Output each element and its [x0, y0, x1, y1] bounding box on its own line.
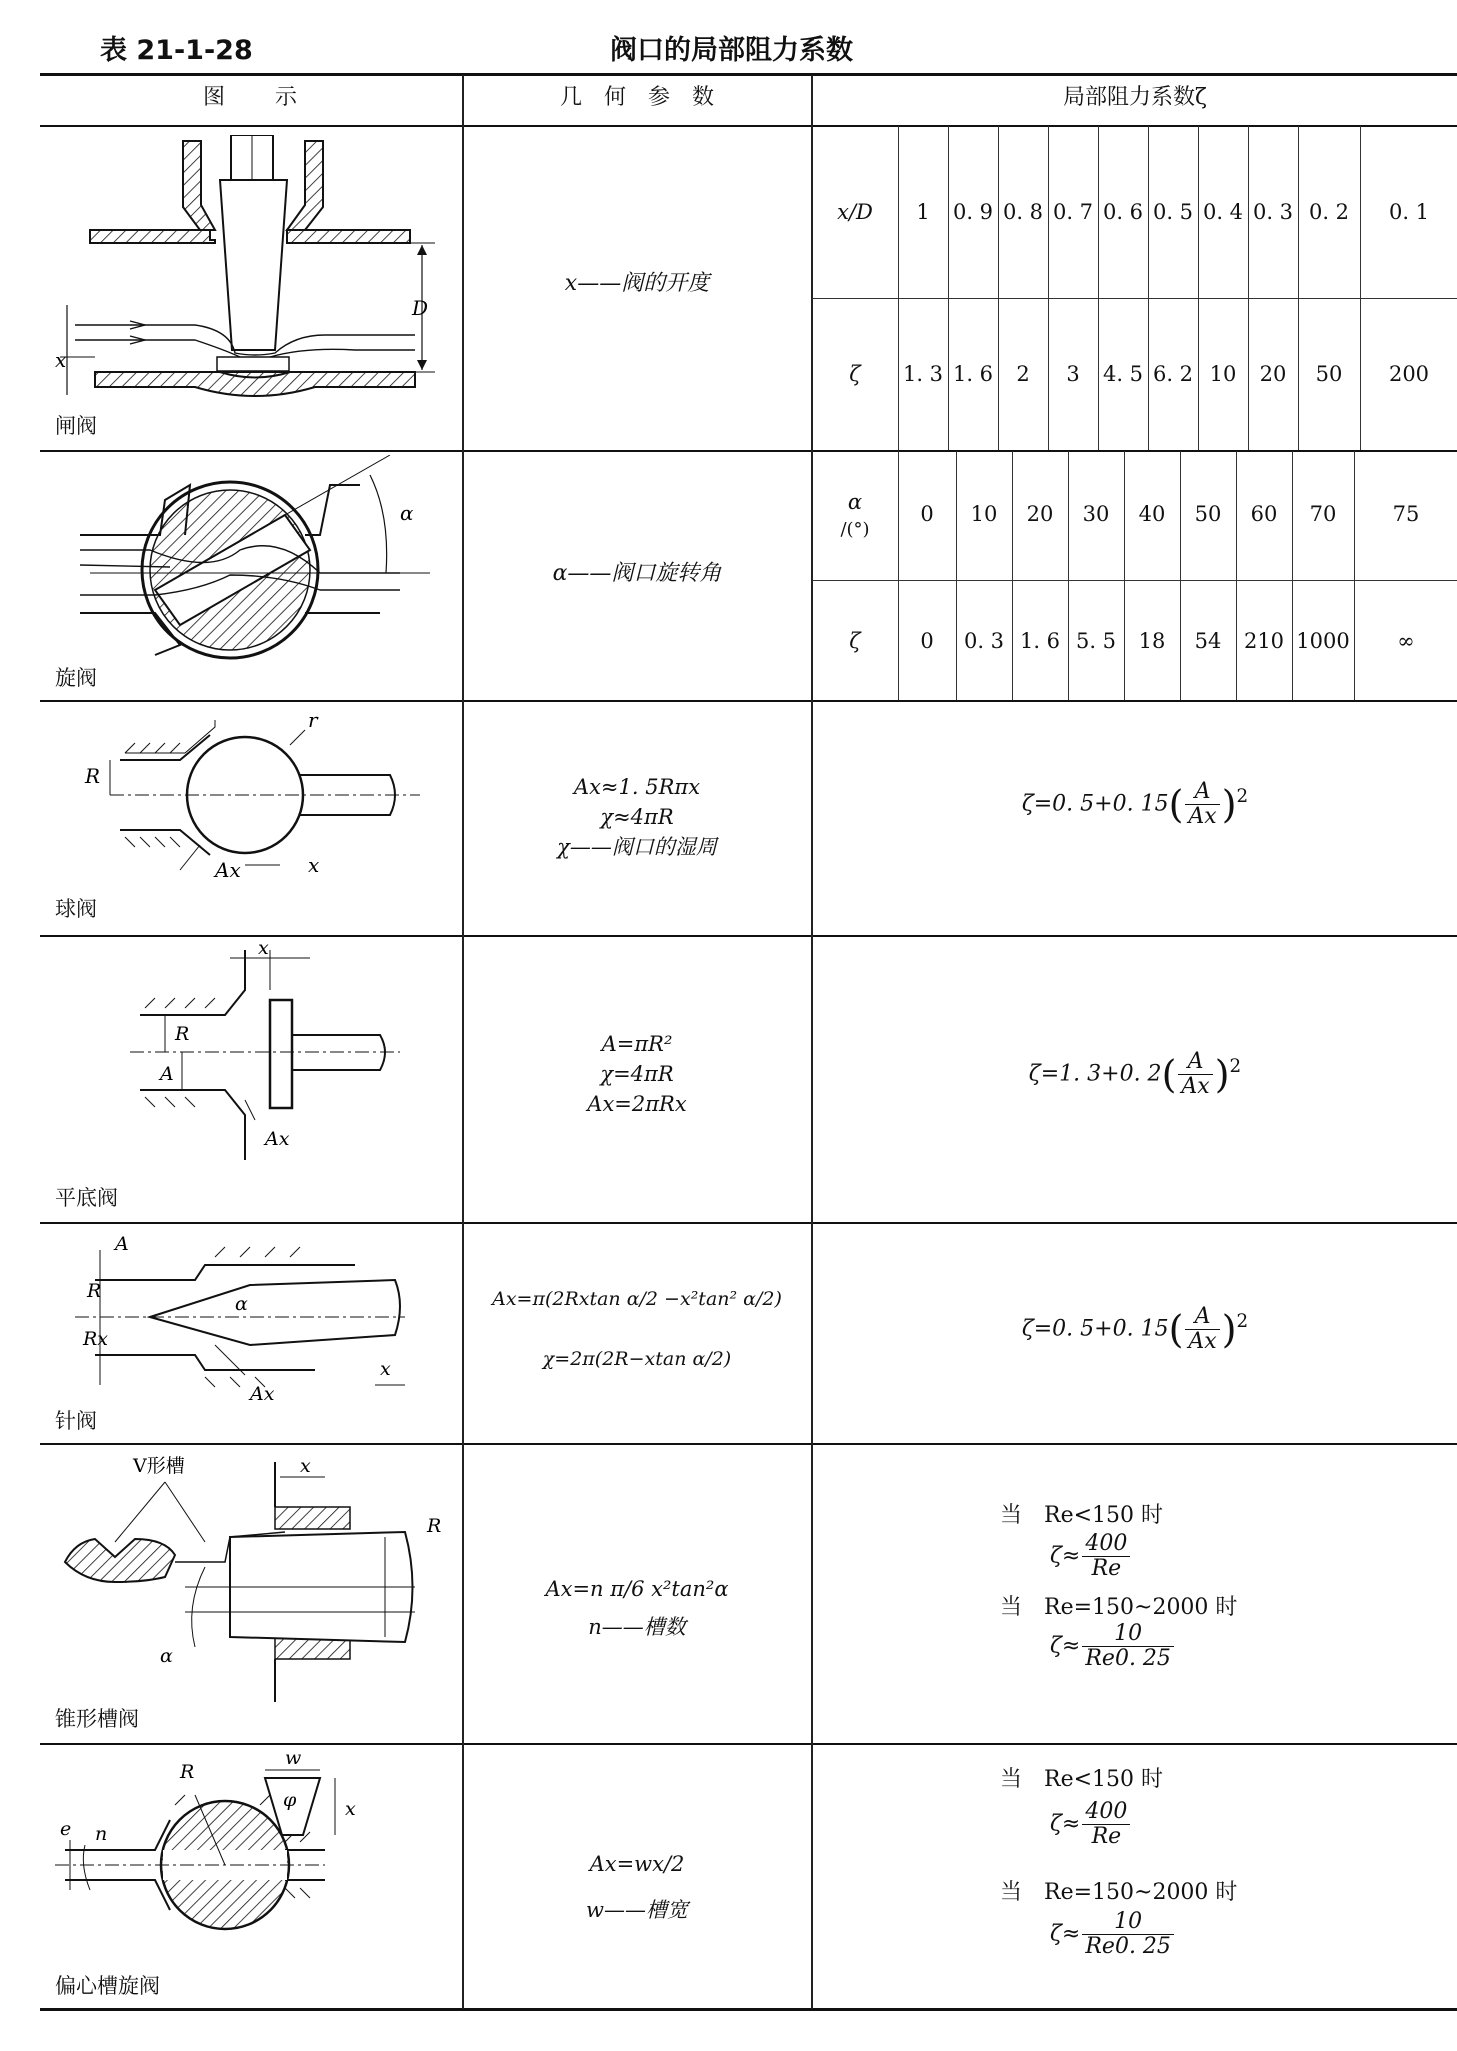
gate-xD-value: 0. 3 — [1252, 200, 1294, 224]
frac-denominator: Re — [1091, 1824, 1122, 1849]
plug-zeta-value: 0. 3 — [963, 629, 1005, 653]
top-rule — [40, 73, 1457, 76]
gate-zeta-value: 1. 3 — [902, 362, 944, 386]
gate-xD-value: 0. 2 — [1308, 200, 1350, 224]
needle-zeta-formula: ζ=0. 5+0. 15( $\frac{A}{Ax}$ )$^2$ — [1021, 1304, 1249, 1354]
ecc-R-label: R — [180, 1761, 195, 1783]
cone-x-label: x — [300, 1455, 311, 1477]
ball-r-label: r — [308, 708, 318, 732]
formula-prefix: ζ=1. 3+0. 2 — [1028, 1061, 1162, 1087]
bottom-rule — [40, 2008, 1457, 2011]
plug-alpha-value: 40 — [1138, 502, 1166, 526]
formula-prefix: ζ=0. 5+0. 15 — [1021, 791, 1169, 817]
ball-valve-diagram — [80, 705, 440, 899]
column-header-coefficient: 局部阻力系数ζ — [1063, 85, 1207, 110]
zeta-approx: ζ≈ — [1050, 1633, 1081, 1659]
ecc-w-label: w — [285, 1750, 302, 1769]
plug-alpha-unit: /(°) — [840, 519, 870, 540]
frac-numerator: A — [1185, 780, 1219, 805]
eccentric-valve-diagram — [55, 1750, 475, 1984]
plug-zeta-value: 1000 — [1296, 629, 1350, 653]
gate-geometry: x——阀的开度 — [564, 271, 710, 296]
gate-xD-value: 1 — [916, 200, 930, 224]
cone-condition-1: 当 Re<150 时 — [1000, 1503, 1164, 1528]
flat-x-label: x — [258, 940, 269, 959]
plug-alpha-header: α — [847, 490, 863, 514]
ecc-geometry-2: w——槽宽 — [586, 1898, 688, 1922]
gate-zeta-value: 2 — [1016, 362, 1030, 386]
gate-valve-diagram — [55, 135, 455, 419]
ecc-condition-2: 当 Re=150~2000 时 — [1000, 1880, 1238, 1905]
frac-denominator: Re — [1091, 1556, 1122, 1581]
plug-alpha-value: 30 — [1082, 502, 1110, 526]
gate-zeta-value: 4. 5 — [1102, 362, 1144, 386]
formula-prefix: ζ=0. 5+0. 15 — [1021, 1316, 1169, 1342]
gate-valve-label: 闸阀 — [55, 414, 97, 438]
flat-R-label: R — [175, 1023, 190, 1045]
gate-zeta-value: 10 — [1209, 362, 1237, 386]
flat-geometry-1: A=πR² — [601, 1032, 673, 1056]
gate-xD-value: 0. 4 — [1202, 200, 1244, 224]
cone-condition-2: 当 Re=150~2000 时 — [1000, 1595, 1238, 1620]
cone-vslot-label: V形槽 — [133, 1455, 185, 1477]
zeta-approx: ζ≈ — [1050, 1543, 1081, 1569]
gate-zeta-value: 3 — [1066, 362, 1080, 386]
gate-zeta-header: ζ — [849, 362, 861, 386]
plug-alpha-label: α — [400, 501, 414, 525]
cone-valve-diagram — [55, 1447, 455, 1711]
row-divider — [40, 1743, 1457, 1745]
flat-A-label: A — [160, 1063, 174, 1085]
exponent: 2 — [1229, 1056, 1242, 1078]
cone-zeta-low-re — [1050, 1532, 1132, 1581]
exponent: 2 — [1236, 1311, 1249, 1333]
frac-denominator: Ax — [1188, 804, 1217, 829]
gate-xD-value: 0. 6 — [1102, 200, 1144, 224]
plug-valve-diagram — [70, 455, 450, 669]
ecc-phi-label: φ — [283, 1789, 297, 1811]
column-header-figure: 图 示 — [202, 85, 299, 110]
gate-xD-value: 0. 1 — [1388, 200, 1430, 224]
needle-A-label: A — [115, 1233, 129, 1255]
cone-zeta-high-re — [1050, 1622, 1176, 1671]
plug-zeta-value: ∞ — [1397, 629, 1415, 653]
needle-valve-label: 针阀 — [55, 1409, 97, 1433]
column-header-geometry: 几 何 参 数 — [559, 85, 714, 110]
ecc-x-label: x — [345, 1798, 356, 1820]
gate-x-label: x — [55, 348, 67, 372]
cone-valve-label: 锥形槽阀 — [55, 1707, 139, 1731]
ecc-condition-1: 当 Re<150 时 — [1000, 1767, 1164, 1792]
frac-numerator: 10 — [1082, 1622, 1174, 1647]
table-number: 表 21-1-28 — [100, 35, 253, 66]
ecc-geometry-1: Ax=wx/2 — [589, 1852, 685, 1876]
gate-zeta-value: 6. 2 — [1152, 362, 1194, 386]
plug-zeta-value: 5. 5 — [1075, 629, 1117, 653]
plug-zeta-value: 0 — [920, 629, 934, 653]
row-divider — [40, 450, 1457, 452]
needle-alpha-label: α — [235, 1293, 248, 1315]
plug-alpha-value: 60 — [1250, 502, 1278, 526]
gate-D-label: D — [412, 296, 429, 320]
row-divider — [40, 700, 1457, 702]
ball-Ax-label: Ax — [215, 858, 241, 882]
plug-alpha-value: 75 — [1392, 502, 1420, 526]
ball-valve-label: 球阀 — [55, 897, 97, 921]
needle-Rx-label: Rx — [83, 1328, 109, 1350]
ball-zeta-formula: ζ=0. 5+0. 15( $\frac{A}{Ax}$ )$^2$ — [1021, 779, 1249, 829]
gate-xD-value: 0. 9 — [952, 200, 994, 224]
frac-numerator: A — [1185, 1305, 1219, 1330]
plug-zeta-header: ζ — [849, 629, 861, 653]
frac-denominator: Ax — [1188, 1329, 1217, 1354]
row-divider — [40, 935, 1457, 937]
gate-xD-header: x/D — [837, 200, 873, 224]
frac-numerator: 400 — [1082, 1800, 1130, 1825]
needle-geometry-1: Ax=π(2Rxtan α/2 −x²tan² α/2) — [492, 1288, 782, 1310]
table-title: 阀口的局部阻力系数 — [610, 35, 853, 66]
needle-Ax-label: Ax — [250, 1383, 275, 1405]
plug-zeta-value: 18 — [1138, 629, 1166, 653]
gate-xD-value: 0. 5 — [1152, 200, 1194, 224]
zeta-approx: ζ≈ — [1050, 1811, 1081, 1837]
needle-x-label: x — [380, 1358, 391, 1380]
needle-valve-diagram — [55, 1225, 415, 1419]
plug-alpha-value: 70 — [1309, 502, 1337, 526]
flat-zeta-formula: ζ=1. 3+0. 2( $\frac{A}{Ax}$ )$^2$ — [1028, 1049, 1242, 1099]
cone-geometry-1: Ax=n π/6 x²tan²α — [545, 1577, 729, 1601]
cone-geometry-2: n——槽数 — [588, 1615, 686, 1639]
ball-x-label: x — [308, 853, 320, 877]
plug-alpha-value: 0 — [920, 502, 934, 526]
frac-denominator: Re0. 25 — [1085, 1934, 1171, 1959]
plug-zeta-value: 210 — [1243, 629, 1285, 653]
gate-zeta-value: 1. 6 — [952, 362, 994, 386]
plug-geometry: α——阀口旋转角 — [552, 561, 722, 586]
header-rule — [40, 125, 1457, 127]
flat-Ax-label: Ax — [265, 1128, 290, 1150]
ecc-n-label: n — [95, 1823, 108, 1845]
row-divider — [40, 1222, 1457, 1224]
needle-geometry-2: χ=2π(2R−xtan α/2) — [542, 1348, 732, 1370]
ecc-zeta-high-re — [1050, 1910, 1176, 1959]
ecc-zeta-low-re — [1050, 1800, 1132, 1849]
needle-R-label: R — [87, 1280, 102, 1302]
eccentric-valve-label: 偏心槽旋阀 — [55, 1974, 160, 1998]
ball-R-label: R — [85, 764, 101, 788]
frac-numerator: 10 — [1082, 1910, 1174, 1935]
plug-zeta-value: 1. 6 — [1019, 629, 1061, 653]
frac-numerator: 400 — [1082, 1532, 1130, 1557]
row-divider — [40, 1443, 1457, 1445]
zeta-approx: ζ≈ — [1050, 1921, 1081, 1947]
gate-xD-value: 0. 7 — [1052, 200, 1094, 224]
flat-geometry-3: Ax=2πRx — [587, 1092, 687, 1116]
frac-numerator: A — [1178, 1050, 1212, 1075]
flat-valve-label: 平底阀 — [55, 1186, 118, 1210]
frac-denominator: Re0. 25 — [1085, 1646, 1171, 1671]
plug-alpha-value: 50 — [1194, 502, 1222, 526]
gate-zeta-value: 200 — [1388, 362, 1430, 386]
exponent: 2 — [1236, 786, 1249, 808]
plug-alpha-value: 20 — [1026, 502, 1054, 526]
ball-geometry-1: Ax≈1. 5Rπx — [573, 775, 701, 799]
flat-geometry-2: χ=4πR — [600, 1062, 674, 1086]
ball-geometry-3: χ——阀口的湿周 — [557, 835, 717, 859]
ball-geometry-2: χ≈4πR — [600, 805, 674, 829]
frac-denominator: Ax — [1181, 1074, 1210, 1099]
gate-zeta-value: 50 — [1315, 362, 1343, 386]
ecc-e-label: e — [60, 1818, 72, 1840]
gate-xD-value: 0. 8 — [1002, 200, 1044, 224]
gate-zeta-value: 20 — [1259, 362, 1287, 386]
cone-alpha-label: α — [160, 1645, 173, 1667]
flat-valve-diagram — [130, 940, 410, 1174]
plug-valve-label: 旋阀 — [55, 666, 97, 690]
plug-zeta-value: 54 — [1194, 629, 1222, 653]
plug-alpha-value: 10 — [970, 502, 998, 526]
cone-R-label: R — [427, 1515, 442, 1537]
